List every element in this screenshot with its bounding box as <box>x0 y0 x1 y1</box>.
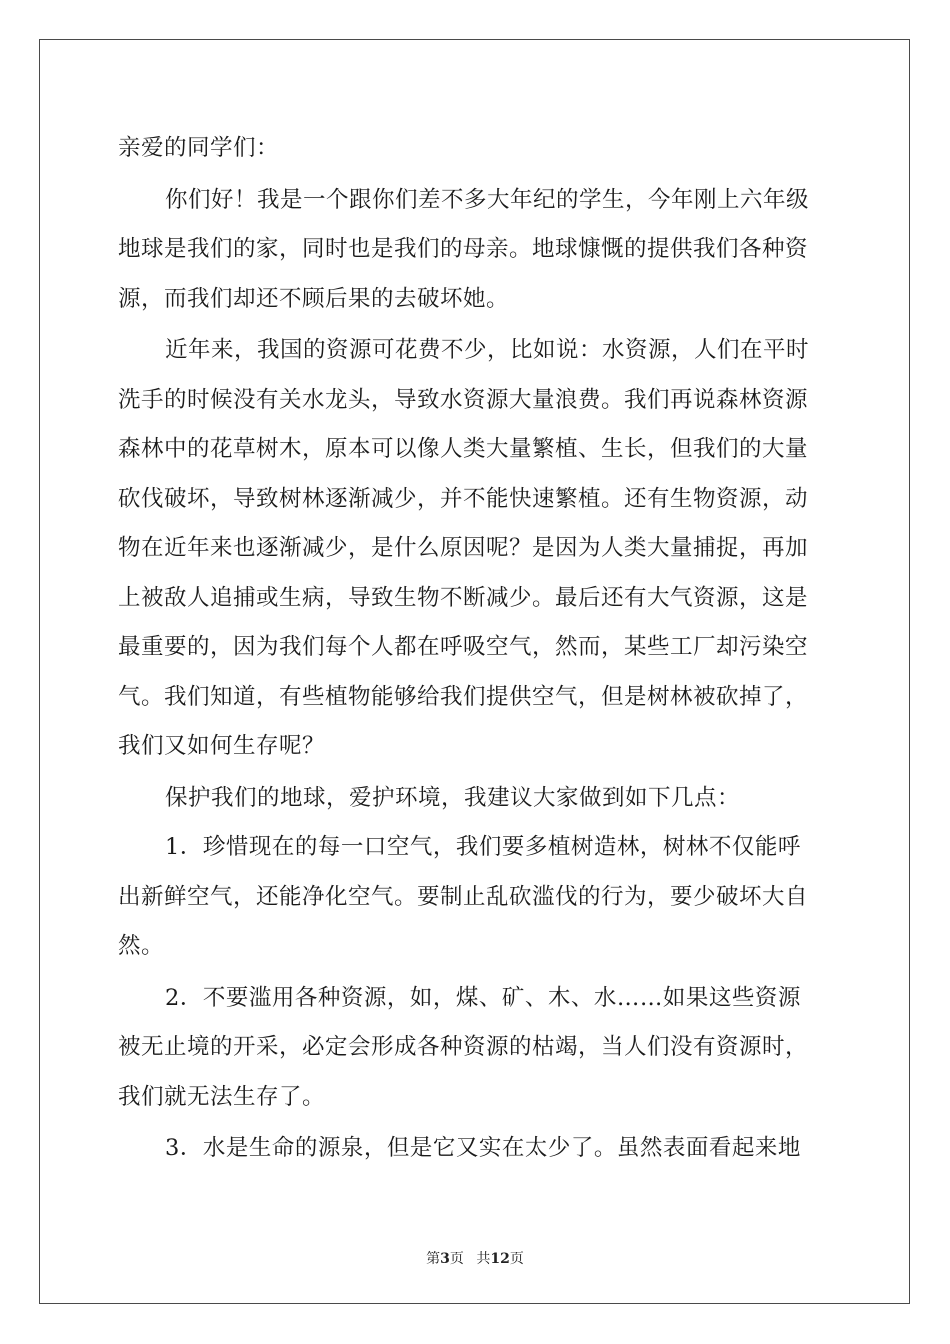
text-line: 我们又如何生存呢？ <box>118 733 326 759</box>
text-line: 森林中的花草树木，原本可以像人类大量繁植、生长，但我们的大量 <box>118 436 809 462</box>
text-line: 上被敌人追捕或生病，导致生物不断减少。最后还有大气资源，这是 <box>118 584 809 611</box>
text-line: 源，而我们却还不顾后果的去破坏她。 <box>118 285 510 312</box>
text-line: 砍伐破坏，导致树林逐渐减少，并不能快速繁植。还有生物资源，动 <box>118 485 809 512</box>
page-current: 3 <box>440 1251 450 1267</box>
document-body <box>118 124 833 1174</box>
text-line: 地球是我们的家，同时也是我们的母亲。地球慷慨的提供我们各种资 <box>118 236 809 262</box>
text-line: 被无止境的开采，必定会形成各种资源的枯竭，当人们没有资源时， <box>118 1034 809 1060</box>
text-line: 2．不要滥用各种资源，如，煤、矿、木、水……如果这些资源 <box>165 984 801 1011</box>
total-prefix: 共 <box>476 1251 491 1267</box>
paragraph-3 <box>118 774 833 824</box>
paragraph-1 <box>118 176 833 325</box>
greeting-line: 亲爱的同学们： <box>118 135 280 161</box>
text-line: 我们就无法生存了。 <box>118 1083 326 1110</box>
text-line: 近年来，我国的资源可花费不少，比如说：水资源，人们在平时 <box>165 337 810 363</box>
text-line: 洗手的时候没有关水龙头，导致水资源大量浪费。我们再说森林资源 <box>118 386 809 413</box>
paragraph-2 <box>118 326 833 772</box>
text-line: 3．水是生命的源泉，但是它又实在太少了。虽然表面看起来地 <box>165 1135 801 1161</box>
text-line: 保护我们的地球，爱护环境，我建议大家做到如下几点： <box>165 784 741 811</box>
total-unit: 页 <box>509 1251 524 1267</box>
paragraph-6 <box>118 1124 833 1174</box>
page-footer <box>0 1248 950 1268</box>
paragraph-5 <box>118 974 833 1123</box>
page-total: 12 <box>490 1251 510 1267</box>
text-line: 最重要的，因为我们每个人都在呼吸空气，然而，某些工厂却污染空 <box>118 634 809 660</box>
page-prefix: 第 <box>426 1251 441 1267</box>
text-line: 1．珍惜现在的每一口空气，我们要多植树造林，树林不仅能呼 <box>165 834 801 860</box>
page-total-indicator <box>476 1251 523 1267</box>
text-line: 你们好！我是一个跟你们差不多大年纪的学生，今年刚上六年级 <box>165 186 810 213</box>
page-unit: 页 <box>449 1251 464 1267</box>
text-line: 物在近年来也逐渐减少，是什么原因呢？是因为人类大量捕捉，再加 <box>118 535 809 561</box>
text-line: 然。 <box>118 933 165 959</box>
text-line: 气。我们知道，有些植物能够给我们提供空气，但是树林被砍掉了， <box>118 683 809 710</box>
paragraph-4 <box>118 823 833 972</box>
page-indicator <box>426 1251 464 1267</box>
text-line: 出新鲜空气，还能净化空气。要制止乱砍滥伐的行为，要少破坏大自 <box>118 883 809 910</box>
